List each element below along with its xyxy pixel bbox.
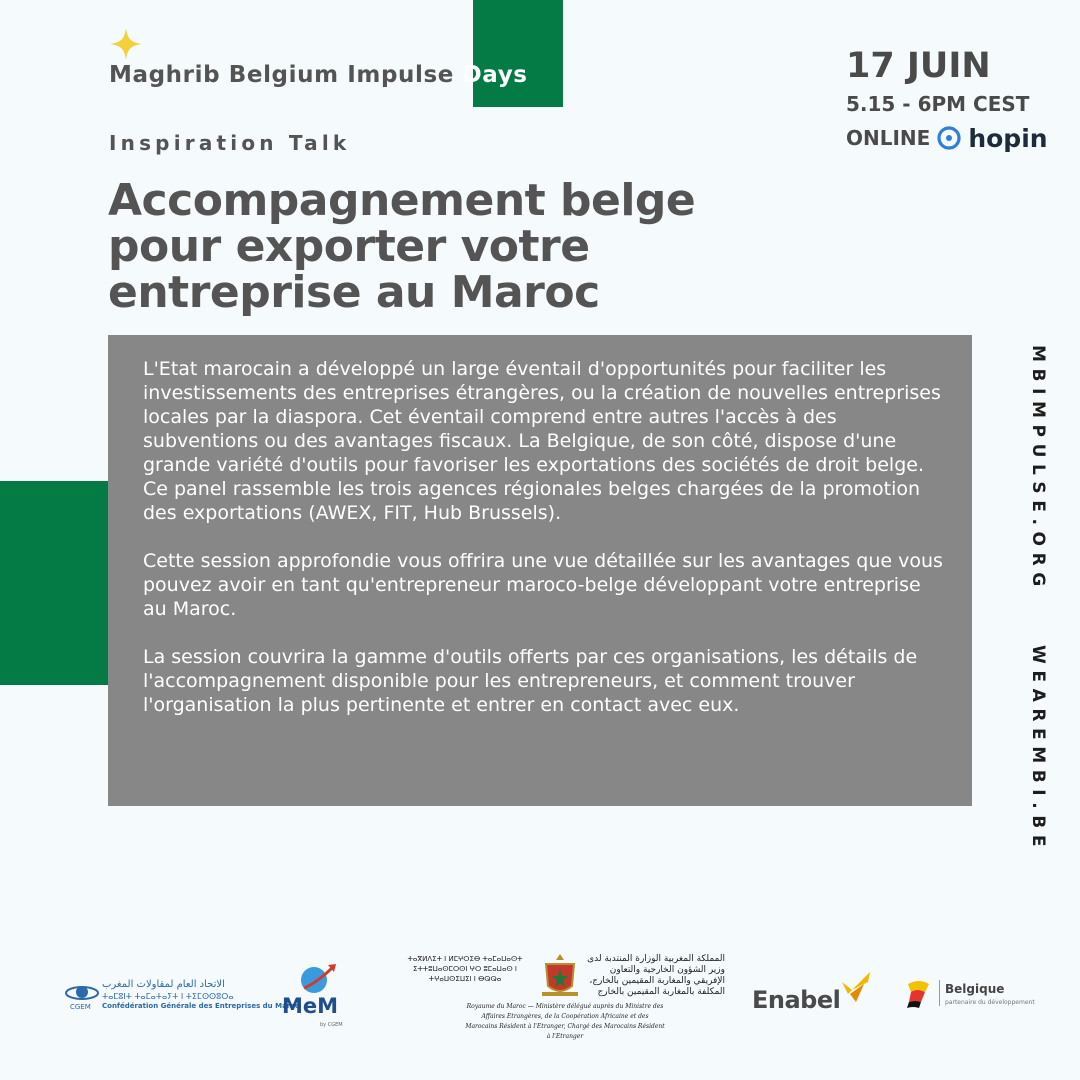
cgem-tifinagh: ⵜⴰⵎⵓⵏⵜ ⵜⴰⵎⴰⵜⴰⵢⵜ ⵏ ⵜⵉⵎⵙⵙⵓⵔⴰ xyxy=(102,992,234,1001)
talk-type: Inspiration Talk xyxy=(109,131,351,155)
mem-name: MeM xyxy=(282,994,339,1018)
event-name-main: Maghrib Belgium Impulse xyxy=(109,62,454,88)
cgem-french: Confédération Générale des Entreprises du Maroc xyxy=(102,1002,300,1010)
mem-sub: by CGEM xyxy=(320,1022,343,1028)
main-title: Accompagnement belge pour exporter votre entreprise au Maroc xyxy=(108,175,696,318)
event-name-highlight: Days xyxy=(462,62,528,88)
platform-name: hopin xyxy=(968,123,1048,153)
ministry-french: Royaume du Maroc — Ministère délégué auprès du Ministre des Affaires Etrangères, de la Coopération Africaine et des Marocains Résident à l'Etranger, Chargé des Marocains Résident à l'Etranger xyxy=(465,1003,665,1040)
cgem-arabic: الاتحاد العام لمقاولات المغرب xyxy=(102,979,225,990)
description-box xyxy=(108,335,972,806)
enabel-mark-icon xyxy=(838,968,874,1004)
cgem-logo xyxy=(64,975,300,1015)
event-date: 17 JUIN xyxy=(846,46,991,86)
cgem-emblem-icon xyxy=(64,981,100,1003)
moroccan-crest-icon xyxy=(538,952,582,1000)
description-paragraph: La session couvrira la gamme d'outils offerts par ces organisations, les détails de l'accompagnement disponible pour les entrepreneurs, et comment trouver l'organisation la plus pertinente et entrer en contact avec eux. xyxy=(143,646,918,716)
site-link-weareembi[interactable]: WEAREMBI.BE xyxy=(1028,645,1048,854)
cgem-acronym: CGEM xyxy=(70,1003,91,1011)
event-time: 5.15 - 6PM CEST xyxy=(846,92,1030,116)
event-name xyxy=(109,62,528,88)
mem-emblem-icon xyxy=(294,962,340,996)
ministry-logo xyxy=(395,950,725,1045)
enabel-logo xyxy=(752,968,877,1018)
ministry-arabic: المملكة المغربية الوزارة المنتدبة لدى وزير الشؤون الخارجية والتعاون الإفريقي والمغاربة المقيمين بالخارج، المكلفة بالمغاربة المقيمين بالخارج xyxy=(587,954,725,997)
green-accent-left xyxy=(0,481,108,685)
belgique-separator xyxy=(939,980,940,1006)
belgique-mark-icon xyxy=(905,978,933,1008)
belgique-logo xyxy=(905,978,1035,1014)
belgique-sub: partenaire du développement xyxy=(945,999,1035,1006)
enabel-name: Enabel xyxy=(752,986,841,1014)
event-mode: ONLINE xyxy=(846,126,931,150)
site-link-mbimpulse[interactable]: MBIMPULSE.ORG xyxy=(1028,345,1048,593)
description-paragraph: L'Etat marocain a développé un large éventail d'opportunités pour faciliter les investissements des entreprises étrangères, ou la création de nouvelles entreprises locales par la diaspora. Cet éventail comprend entre autres l'accès à des subventions ou des avantages fiscaux. La Belgique, de son côté, dispose d'une grande variété d'outils pour favoriser les exportations des sociétés de droit belge. Ce panel rassemble les trois agences régionales belges chargées de la promotion des exportations (AWEX, FIT, Hub Brussels). xyxy=(143,358,941,524)
mem-logo xyxy=(280,960,350,1030)
hopin-logo-icon xyxy=(936,125,962,151)
green-accent-top xyxy=(473,0,563,107)
belgique-name: Belgique xyxy=(945,982,1005,996)
event-platform-row xyxy=(846,122,1048,154)
ministry-tifinagh: ⵜⴰⴳⵍⴷⵉⵜ ⵏ ⵍⵎⵖⵔⵉⴱ ⵜⴰⵎⴰⵡⴰⵙⵜ ⵉⵜⵜⵓⵡⴰⵙⵎⵔⵙⵏ ⵖⵔ ⵓⵎⴰⵡⴰⵙ ⵏ ⵜⵖⴰⵡⵙⵉⵡⵉⵏ ⵏ ⴱⵕⵕⴰ xyxy=(407,955,523,983)
description-paragraph: Cette session approfondie vous offrira une vue détaillée sur les avantages que vous pouvez avoir en tant qu'entrepreneur maroco-belge développant votre entreprise au Maroc. xyxy=(143,550,943,620)
sparkle-icon xyxy=(110,28,142,60)
